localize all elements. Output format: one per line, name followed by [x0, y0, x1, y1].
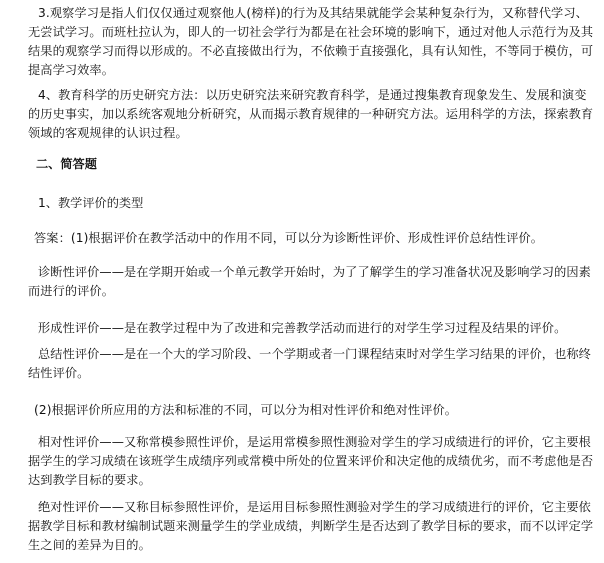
section-heading: 二、简答题 [36, 157, 97, 171]
paragraph-historical-method: 4、教育科学的历史研究方法：以历史研究法来研究教育科学，是通过搜集教育现象发生、发展和演变的历史事实，加以系统客观地分析研究，从而揭示教育规律的一种研究方法。运用科学的方法，探索教育领域的客观规律的认识过程。 [28, 88, 594, 140]
paragraph-absolute-evaluation: 绝对性评价——又称目标参照性评价，是运用目标参照性测验对学生的学习成绩进行的评价，它主要依据教学目标和教材编制试题来测量学生的学业成绩，判断学生是否达到了教学目标的要求，而不以评定学生之间的差异为目的。 [28, 500, 594, 552]
answer-second-classification: (2)根据评价所应用的方法和标准的不同，可以分为相对性评价和绝对性评价。 [34, 403, 458, 417]
paragraph-formative-evaluation: 形成性评价——是在教学过程中为了改进和完善教学活动而进行的对学生学习过程及结果的评价。 [38, 321, 567, 335]
question-title: 1、教学评价的类型 [38, 196, 144, 210]
paragraph-observational-learning: 3.观察学习是指人们仅仅通过观察他人(榜样)的行为及其结果就能学会某种复杂行为，又称替代学习、无尝试学习。而班杜拉认为，即人的一切社会学行为都是在社会环境的影响下，通过对他人示范行为及其结果的观察学习而得以形成的。不必直接做出行为，不依赖于直接强化，具有认知性，不等同于模仿，可提高学习效率。 [28, 6, 594, 77]
paragraph-diagnostic-evaluation: 诊断性评价——是在学期开始或一个单元教学开始时，为了了解学生的学习准备状况及影响学习的因素而进行的评价。 [28, 265, 591, 298]
answer-intro: 答案：(1)根据评价在教学活动中的作用不同，可以分为诊断性评价、形成性评价总结性评价。 [34, 231, 544, 245]
paragraph-relative-evaluation: 相对性评价——又称常模参照性评价，是运用常模参照性测验对学生的学习成绩进行的评价，它主要根据学生的学习成绩在该班学生成绩序列或常模中所处的位置来评价和决定他的成绩优劣，而不考虑他是否达到教学目标的要求。 [28, 435, 594, 487]
paragraph-summative-evaluation: 总结性评价——是在一个大的学习阶段、一个学期或者一门课程结束时对学生学习结果的评价，也称终结性评价。 [28, 347, 591, 380]
